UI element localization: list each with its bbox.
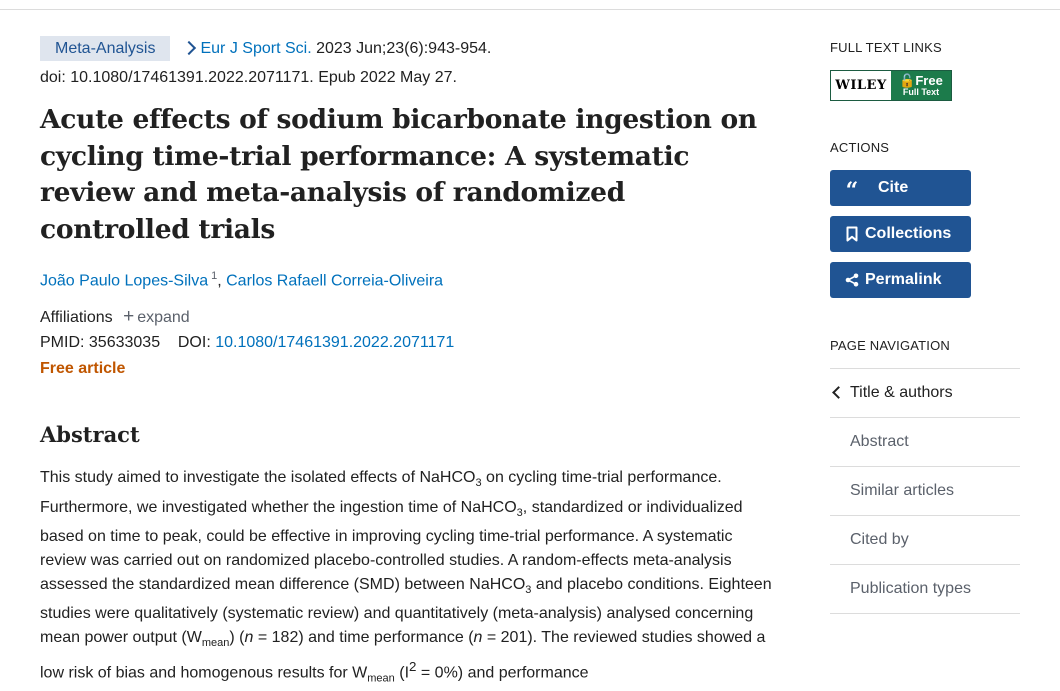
- affiliation-marker[interactable]: 1: [211, 270, 218, 282]
- abstract-text: This study aimed to investigate the isolated effects of NaHCO$_3$ on cycling time-trial performance. Furthermore, we investigated whether the ingestion time of NaHCO$_3$, standardized or individualized based on time to peak, could be effective in improving cycling time-trial performance. A systematic review was carried out on randomized placebo-controlled studies. A random-effects meta-analysis assessed the standardized mean difference (SMD) between NaHCO$_3$ and placebo conditions. Eighteen studies were qualitatively (systematic review) and quantitatively (meta-analysis) analysed concerning mean power output $(W_{mean}) (n = 182)$ and time performance (n = 201). The reviewed studies showed a low risk of bias and homogenous results for $W_{mean}$ $(I^2 = 0\%)$ and performance: [40, 469, 772, 685]
- author-list: João Paulo Lopes-Silva $^1$, Carlos Rafaell Correia-Oliveira: [40, 270, 444, 290]
- top-divider: [0, 0, 1060, 10]
- doi-link[interactable]: 10.1080/17461391.2022.2071171: [215, 334, 455, 352]
- author-link[interactable]: João Paulo Lopes-Silva: [40, 272, 209, 290]
- chevron-left-icon: [832, 386, 845, 399]
- nav-item-similar-articles[interactable]: Similar articles: [830, 467, 1020, 516]
- collections-button[interactable]: Collections: [830, 216, 971, 252]
- publication-type-badge[interactable]: Meta-Analysis: [40, 36, 170, 61]
- plus-icon: +: [123, 306, 135, 328]
- article-title: Acute effects of sodium bicarbonate ingestion on cycling time-trial performance: A systematic review and meta-analysis of randomized controlled trials: [40, 104, 757, 245]
- affiliations-row: [40, 306, 780, 328]
- identifiers-row: [40, 334, 780, 352]
- pmid-label: PMID:: [40, 334, 85, 352]
- citation-date: 2023 Jun;23(6):943-954.: [316, 40, 492, 57]
- cite-button[interactable]: “ Cite: [830, 170, 971, 206]
- abstract-heading: Abstract: [40, 422, 140, 448]
- journal-link[interactable]: Eur J Sport Sci.: [200, 40, 312, 57]
- citation-line: [40, 34, 780, 63]
- nav-item-cited-by[interactable]: Cited by: [830, 516, 1020, 565]
- author-link[interactable]: Carlos Rafaell Correia-Oliveira: [226, 272, 444, 290]
- nav-item-title-authors[interactable]: Title & authors: [830, 369, 1020, 418]
- page-navigation: [830, 368, 1020, 614]
- free-full-text-badge: 🔓Free Full Text: [891, 71, 951, 100]
- share-icon: [836, 273, 868, 287]
- article-main: [40, 34, 780, 691]
- free-article-label: Free article: [40, 360, 126, 378]
- wiley-logo: WILEY: [831, 71, 891, 100]
- quote-icon: “: [845, 178, 859, 204]
- nav-item-abstract[interactable]: Abstract: [830, 418, 1020, 467]
- nav-item-publication-types[interactable]: Publication types: [830, 565, 1020, 614]
- expand-affiliations-button[interactable]: + expand: [123, 306, 190, 328]
- actions-heading: ACTIONS: [830, 140, 890, 155]
- chevron-right-icon: [182, 41, 196, 55]
- permalink-button[interactable]: Permalink: [830, 262, 971, 298]
- doi-label: DOI:: [177, 334, 211, 352]
- wiley-full-text-link[interactable]: [830, 70, 952, 101]
- bookmark-icon: [836, 226, 868, 242]
- doi-line: doi: 10.1080/17461391.2022.2071171. Epub 2022 May 27.: [40, 69, 457, 86]
- affiliations-label: Affiliations: [40, 309, 113, 327]
- unlock-icon: 🔓: [899, 73, 916, 88]
- page-navigation-heading: PAGE NAVIGATION: [830, 338, 951, 353]
- pmid-value: 35633035: [88, 334, 161, 352]
- full-text-links-heading: FULL TEXT LINKS: [830, 40, 942, 55]
